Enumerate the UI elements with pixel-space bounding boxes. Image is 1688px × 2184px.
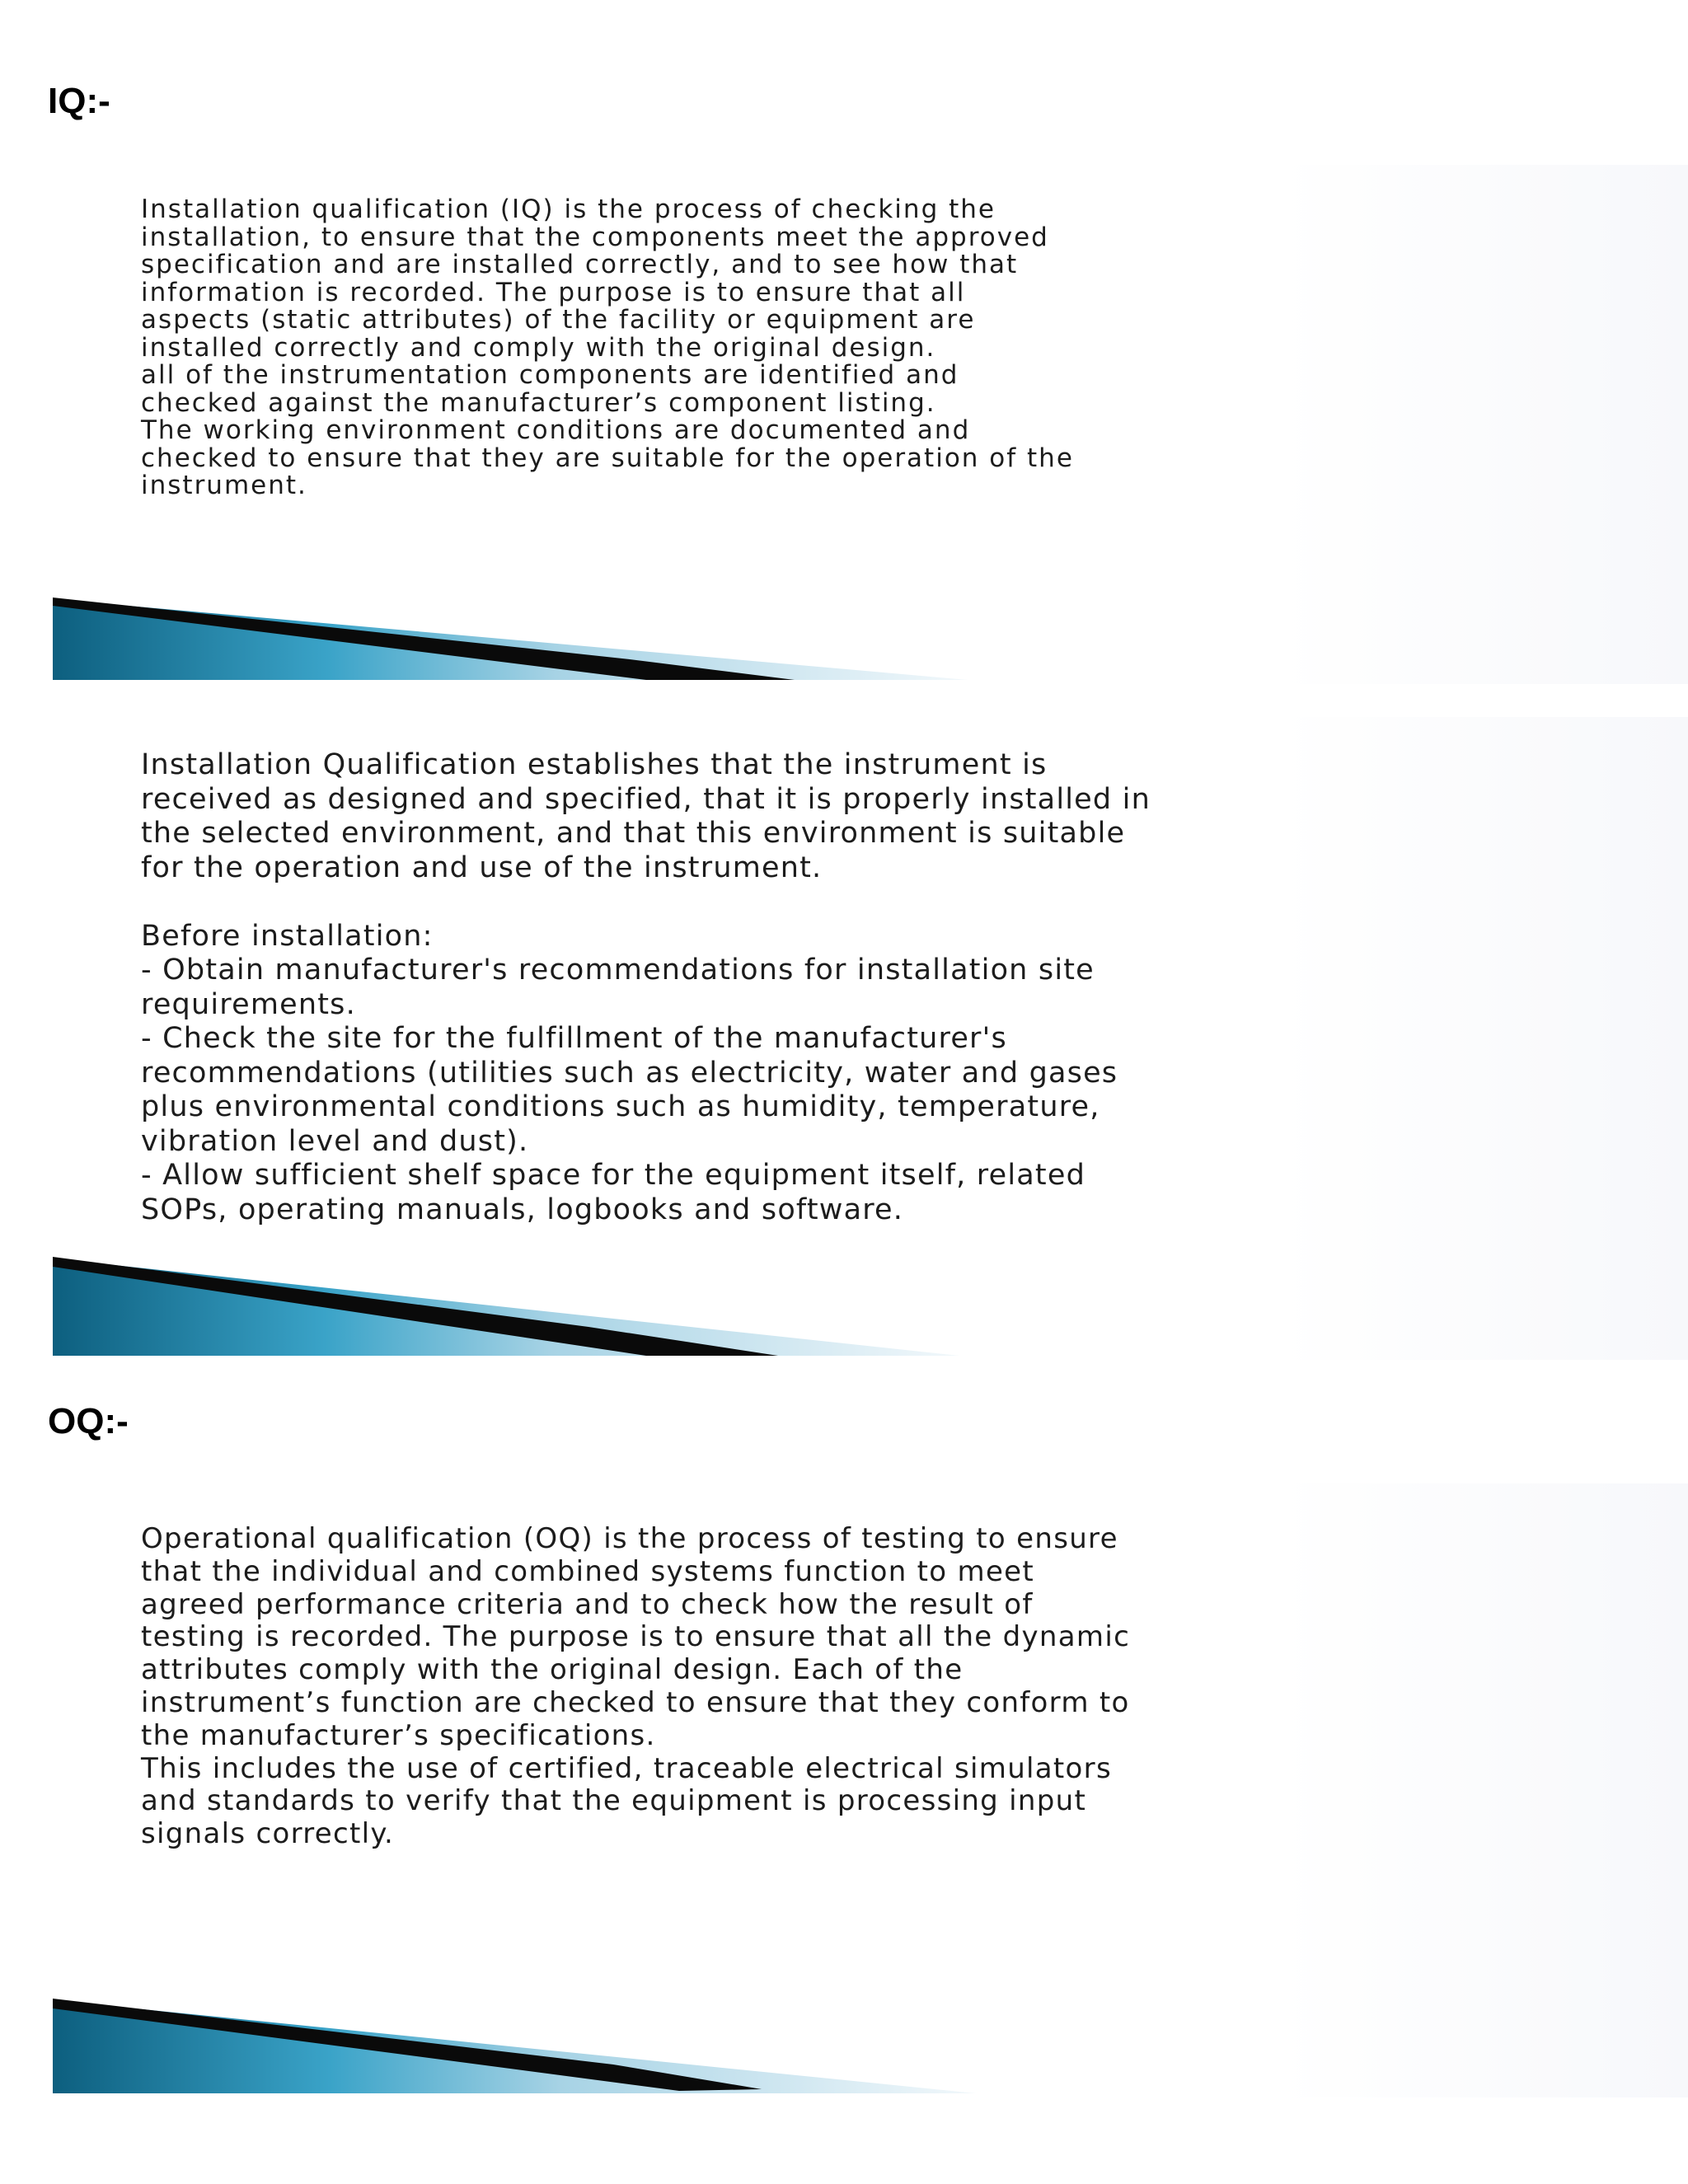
slide-oq-definition [53,1483,1688,2097]
slide-iq-definition [53,165,1688,684]
section-heading-iq: IQ:- [48,81,110,121]
slide-swoosh-graphic [53,598,976,680]
slide-body-text: Installation Qualification establishes that the instrument is received as designed and specified, that it is properly installed in the selected environment, and that this environment is suitable for the operation and use of the instrument. Before installation: - Obtain manufacturer's recommendations for installation site requirements. - Check the site for the fulfillment of the manufacturer's recommendations (utilities such as electricity, water and gases plus environmental conditions such as humidity, temperature, vibration level and dust). - Allow sufficient shelf space for the equipment itself, related SOPs, operating manuals, logbooks and software. [141,748,1151,1226]
slide-swoosh-graphic [53,1999,984,2097]
slide-body-text: Installation qualification (IQ) is the process of checking the installation, to ensure that the components meet the approved specification and are installed correctly, and to see how that information is recorded. The purpose is to ensure that all aspects (static attributes) of the facility or equipment are installed correctly and comply with the original design. all of the instrumentation components are identified and checked against the manufacturer’s component listing. The working environment conditions are documented and checked to ensure that they are suitable for the operation of the instrument. [141,194,1074,500]
slide-iq-installation [53,717,1688,1360]
section-heading-oq: OQ:- [48,1401,129,1441]
slide-swoosh-graphic [53,1257,968,1356]
slide-body-text: Operational qualification (OQ) is the process of testing to ensure that the individual and combined systems function to meet agreed performance criteria and to check how the result of testing is recorded. The purpose is to ensure that all the dynamic attributes comply with the original design. Each of the instrument’s function are checked to ensure that they conform to the manufacturer’s specifications. This includes the use of certified, traceable electrical simulators and standards to verify that the equipment is processing input signals correctly. [141,1522,1131,1851]
